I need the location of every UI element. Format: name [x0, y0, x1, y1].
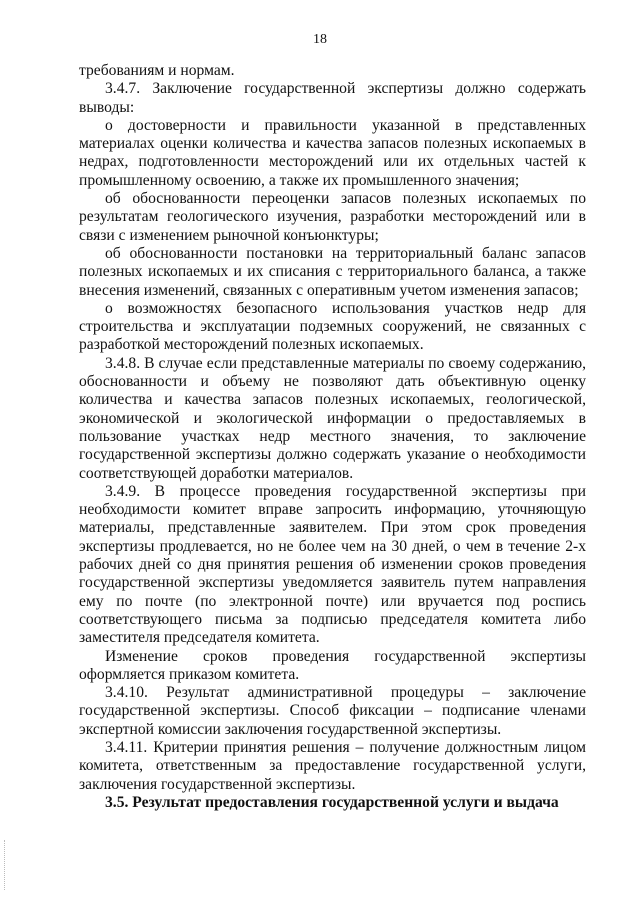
paragraph-conclusion-reliability: о достоверности и правильности указанной в представленных материалах оценки количества и качества запасов полезных ископаемых в недрах, подготовленности месторождений или их отдельных частей к промышленному освоению, а также их промышленного значения;	[79, 116, 586, 189]
paragraph-conclusion-subsoil-use: о возможностях безопасного использования участков недр для строительства и эксплуатации подземных сооружений, не связанных с разработкой месторождений полезных ископаемых.	[79, 299, 586, 354]
paragraph-3-4-7: 3.4.7. Заключение государственной экспертизы должно содержать выводы:	[79, 80, 586, 116]
paragraph-conclusion-balance: об обоснованности постановки на территориальный баланс запасов полезных ископаемых и их списания с территориального баланса, а также внесения изменений, связанных с оперативным учетом изменения запасов;	[79, 244, 586, 299]
section-heading-3-5: 3.5. Результат предоставления государственной услуги и выдача	[105, 793, 559, 811]
paragraph-term-change: Изменение сроков проведения государственной экспертизы оформляется приказом комитета.	[79, 647, 586, 683]
document-body	[79, 62, 586, 812]
paragraph-3-4-10: 3.4.10. Результат административной процедуры – заключение государственной экспертизы. Способ фиксации – подписание членами экспертной комиссии заключения государственной экспертизы.	[79, 684, 586, 738]
scan-margin-artifact	[4, 840, 7, 890]
paragraph-conclusion-reassessment: об обоснованности переоценки запасов полезных ископаемых по результатам геологического изучения, разработки месторождений или в связи с изменением рыночной конъюнктуры;	[79, 190, 586, 244]
paragraph-3-4-9: 3.4.9. В процессе проведения государственной экспертизы при необходимости комитет вправе запросить информацию, уточняющую материалы, представленные заявителем. При этом срок проведения экспертизы продлевается, но не более чем на 30 дней, о чем в течение 2-х рабочих дней со дня принятия решения об изменении сроков проведения государственной экспертизы уведомляется заявитель путем направления ему по почте (по электронной почте) или вручается под роспись соответствующего письма за подписью председателя комитета либо заместителя председателя комитета.	[79, 482, 586, 647]
paragraph-continuation: требованиям и нормам.	[79, 62, 235, 79]
paragraph-3-4-11: 3.4.11. Критерии принятия решения – получение должностным лицом комитета, ответственным за предоставление государственной услуги, заключения государственной экспертизы.	[79, 738, 586, 793]
page-number: 18	[313, 32, 327, 47]
paragraph-3-4-8: 3.4.8. В случае если представленные материалы по своему содержанию, обоснованности и объему не позволяют дать объективную оценку количества и качества запасов полезных ископаемых, геологической, экономической и экологической информации о предоставляемых в пользование участках недр местного значения, то заключение государственной экспертизы должно содержать указание о необходимости соответствующей доработки материалов.	[79, 354, 586, 482]
